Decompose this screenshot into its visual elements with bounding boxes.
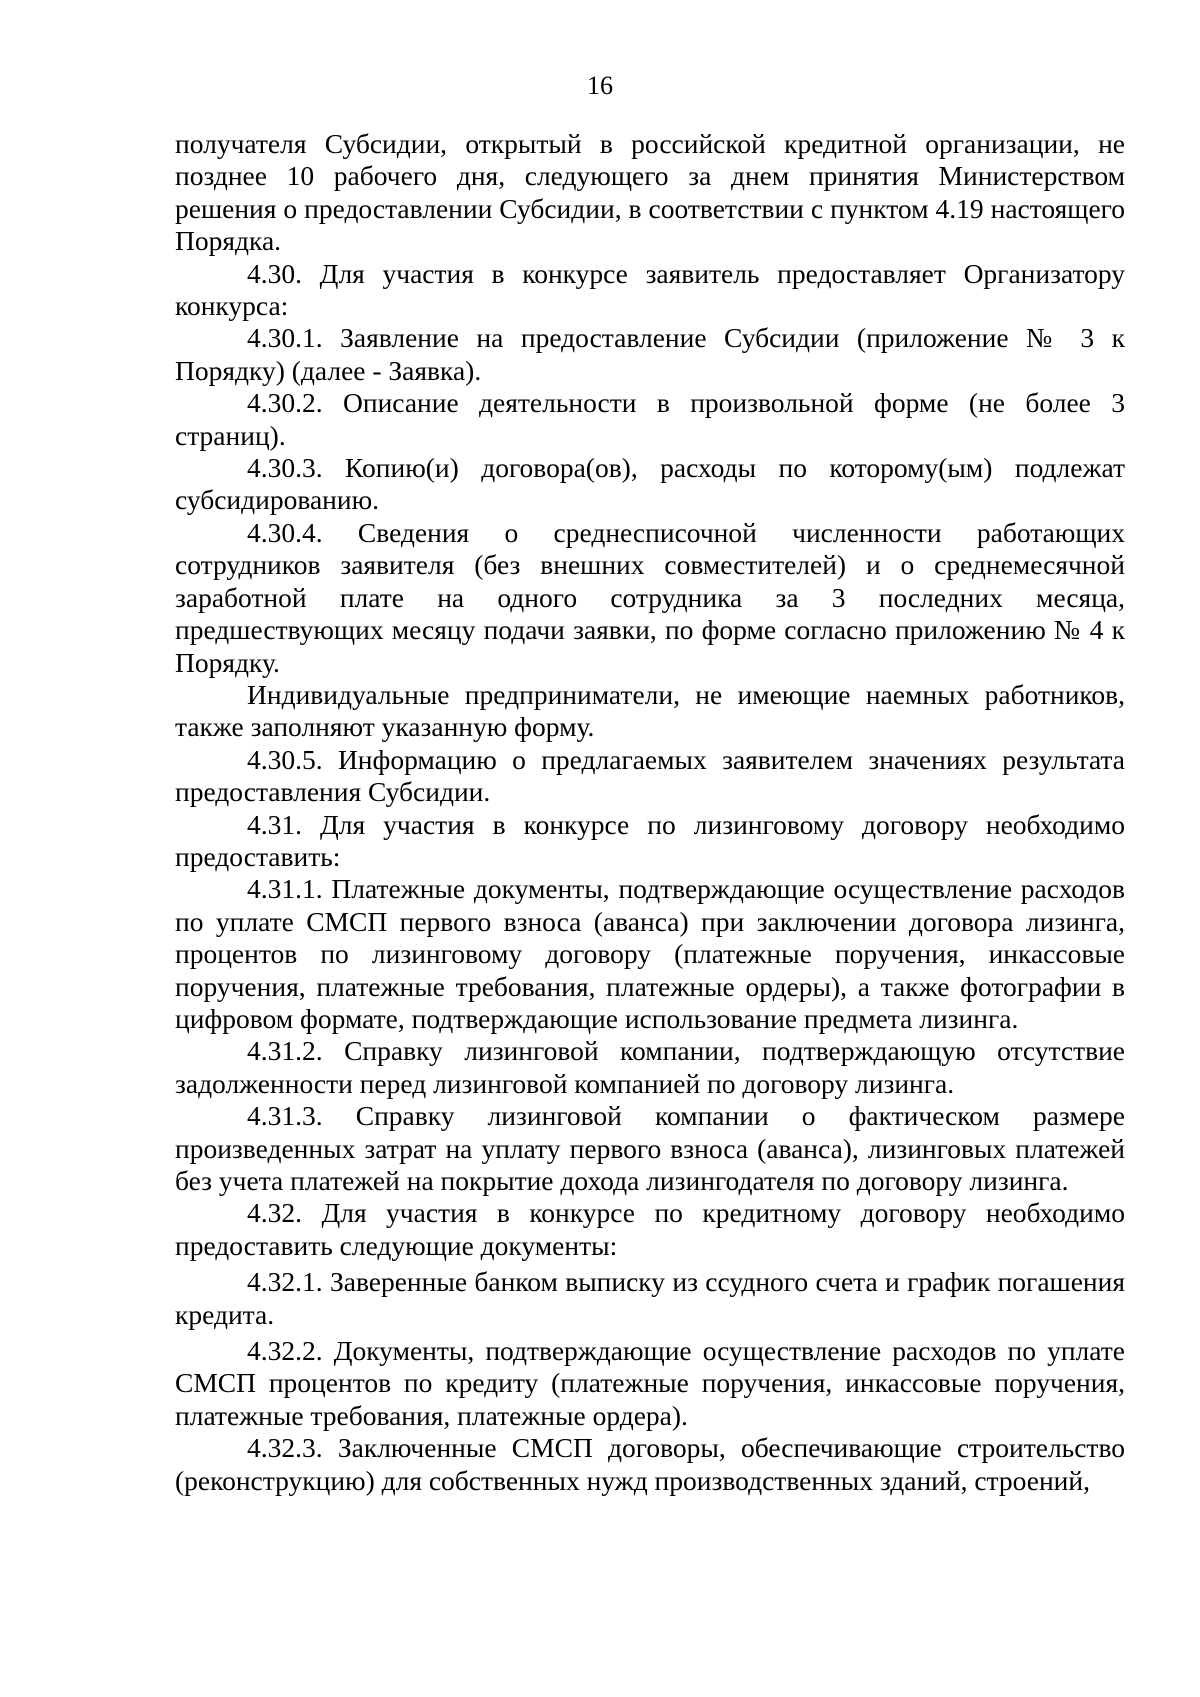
paragraph-4-31-3: 4.31.3. Справку лизинговой компании о фактическом размере произведенных затрат на уплату первого взноса (аванса), лизинговых платежей без учета платежей на покрытие дохода лизингодателя по договору лизинга. <box>175 1100 1125 1196</box>
paragraph-4-32: 4.32. Для участия в конкурсе по кредитному договору необходимо предоставить следующие документы: <box>175 1197 1125 1261</box>
paragraph-4-32-1: 4.32.1. Заверенные банком выписку из ссудного счета и график погашения кредита. <box>175 1266 1125 1330</box>
paragraph-4-30-3: 4.30.3. Копию(и) договора(ов), расходы по которому(ым) подлежат субсидированию. <box>175 452 1125 516</box>
paragraph-4-30-4: 4.30.4. Сведения о среднесписочной численности работающих сотрудников заявителя (без внешних совместителей) и о среднемесячной заработной плате на одного сотрудника за 3 последних месяца, предшествующих месяцу подачи заявки, по форме согласно приложению № 4 к Порядку. <box>175 516 1125 678</box>
paragraph-4-31-2: 4.31.2. Справку лизинговой компании, подтверждающую отсутствие задолженности перед лизинговой компанией по договору лизинга. <box>175 1035 1125 1099</box>
paragraph-4-30: 4.30. Для участия в конкурсе заявитель предоставляет Организатору конкурса: <box>175 257 1125 322</box>
paragraph-4-30-1: 4.30.1. Заявление на предоставление Субсидии (приложение № 3 к Порядку) (далее - Заявка). <box>175 322 1125 386</box>
document-body <box>175 128 1125 1497</box>
paragraph-continuation: получателя Субсидии, открытый в российской кредитной организации, не позднее 10 рабочего дня, следующего за днем принятия Министерством решения о предоставлении Субсидии, в соответствии с пунктом 4.19 настоящего Порядка. <box>175 128 1125 257</box>
paragraph-4-32-2: 4.32.2. Документы, подтверждающие осуществление расходов по уплате СМСП процентов по кредиту (платежные поручения, инкассовые поручения, платежные требования, платежные ордера). <box>175 1335 1125 1431</box>
paragraph-4-30-2: 4.30.2. Описание деятельности в произвольной форме (не более 3 страниц). <box>175 387 1125 451</box>
paragraph-4-30-5: 4.30.5. Информацию о предлагаемых заявителем значениях результата предоставления Субсидии. <box>175 743 1125 808</box>
paragraph-4-32-3: 4.32.3. Заключенные СМСП договоры, обеспечивающие строительство (реконструкцию) для собственных нужд производственных зданий, строений, <box>175 1432 1125 1496</box>
paragraph-4-31: 4.31. Для участия в конкурсе по лизинговому договору необходимо предоставить: <box>175 808 1125 872</box>
page-number: 16 <box>587 71 613 100</box>
paragraph-individual-entrepreneurs: Индивидуальные предприниматели, не имеющие наемных работников, также заполняют указанную форму. <box>175 678 1125 743</box>
paragraph-4-31-1: 4.31.1. Платежные документы, подтверждающие осуществление расходов по уплате СМСП первого взноса (аванса) при заключении договора лизинга, процентов по лизинговому договору (платежные поручения, инкассовые поручения, платежные требования, платежные ордеры), а также фотографии в цифровом формате, подтверждающие использование предмета лизинга. <box>175 873 1125 1034</box>
